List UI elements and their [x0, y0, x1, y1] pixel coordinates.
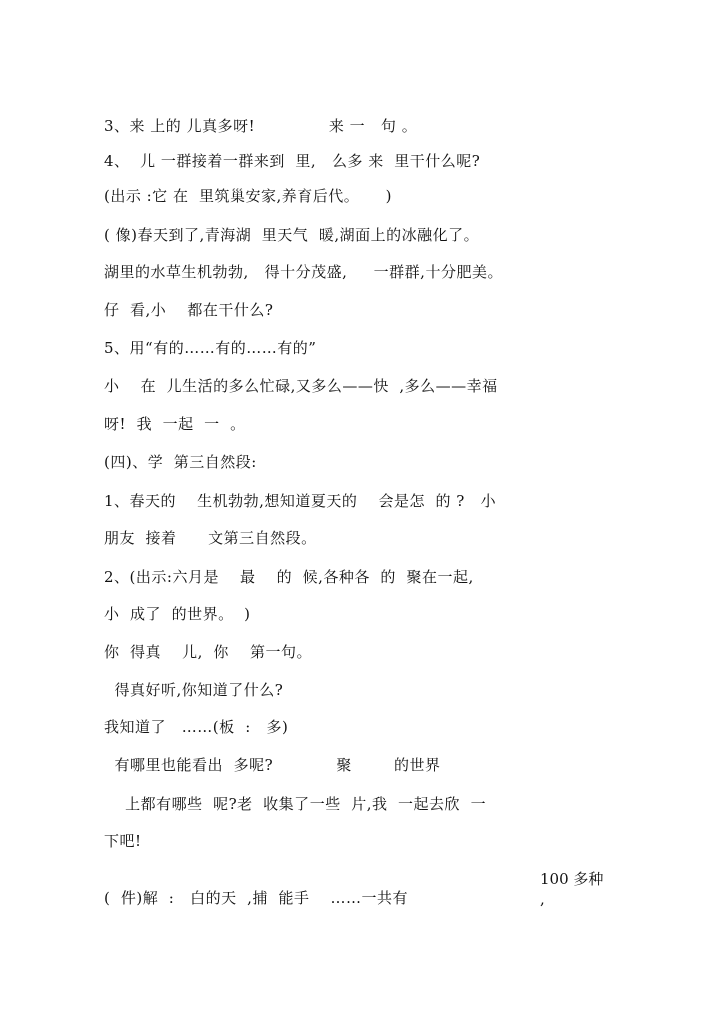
text-line-2: 4、 儿 一群接着一群来到 里, 么多 来 里干什么呢? — [104, 152, 481, 170]
text-line-17: 我知道了 ……(板 : 多) — [104, 718, 289, 736]
text-line-15: 你 得真 儿, 你 第一句。 — [104, 643, 312, 661]
text-line-16: 得真好听,你知道了什么? — [104, 681, 284, 699]
text-line-6: 仔 看,小 都在干什么? — [104, 301, 274, 319]
text-line-10: (四)、学 第三自然段: — [104, 453, 257, 471]
text-line-1: 3、来 上的 儿真多呀! 来 一 句 。 — [104, 117, 418, 135]
text-line-7: 5、用“有的……有的……有的” — [104, 339, 317, 357]
text-line-5: 湖里的水草生机勃勃, 得十分茂盛, 一群群,十分肥美。 — [104, 263, 503, 281]
text-line-14: 小 成了 的世界。 ) — [104, 605, 251, 623]
text-line-12: 朋友 接着 文第三自然段。 — [104, 529, 317, 547]
text-line-19: 上都有哪些 呢?老 收集了一些 片,我 一起去欣 一 — [104, 795, 487, 813]
text-line-18: 有哪里也能看出 多呢? 聚 的世界 — [104, 756, 441, 774]
text-line-4: ( 像)春天到了,青海湖 里天气 暖,湖面上的冰融化了。 — [104, 226, 480, 244]
text-line-21: ( 件)解 : 白的天 ,捕 能手 ……一共有 — [104, 889, 409, 907]
text-line-3: (出示 :它 在 里筑巢安家,养育后代。 ) — [104, 187, 392, 205]
text-line-20: 下吧! — [104, 832, 142, 850]
text-line-9: 呀! 我 一起 一 。 — [104, 415, 246, 433]
text-line-13: 2、(出示:六月是 最 的 候,各种各 的 聚在一起, — [104, 568, 474, 586]
margin-note-comma: , — [540, 890, 545, 908]
text-line-8: 小 在 儿生活的多么忙碌,又多么——快 ,多么——幸福 — [104, 377, 498, 395]
margin-note-amount: 100 多种 — [540, 870, 604, 888]
text-line-11: 1、春天的 生机勃勃,想知道夏天的 会是怎 的 ? 小 — [104, 492, 497, 510]
